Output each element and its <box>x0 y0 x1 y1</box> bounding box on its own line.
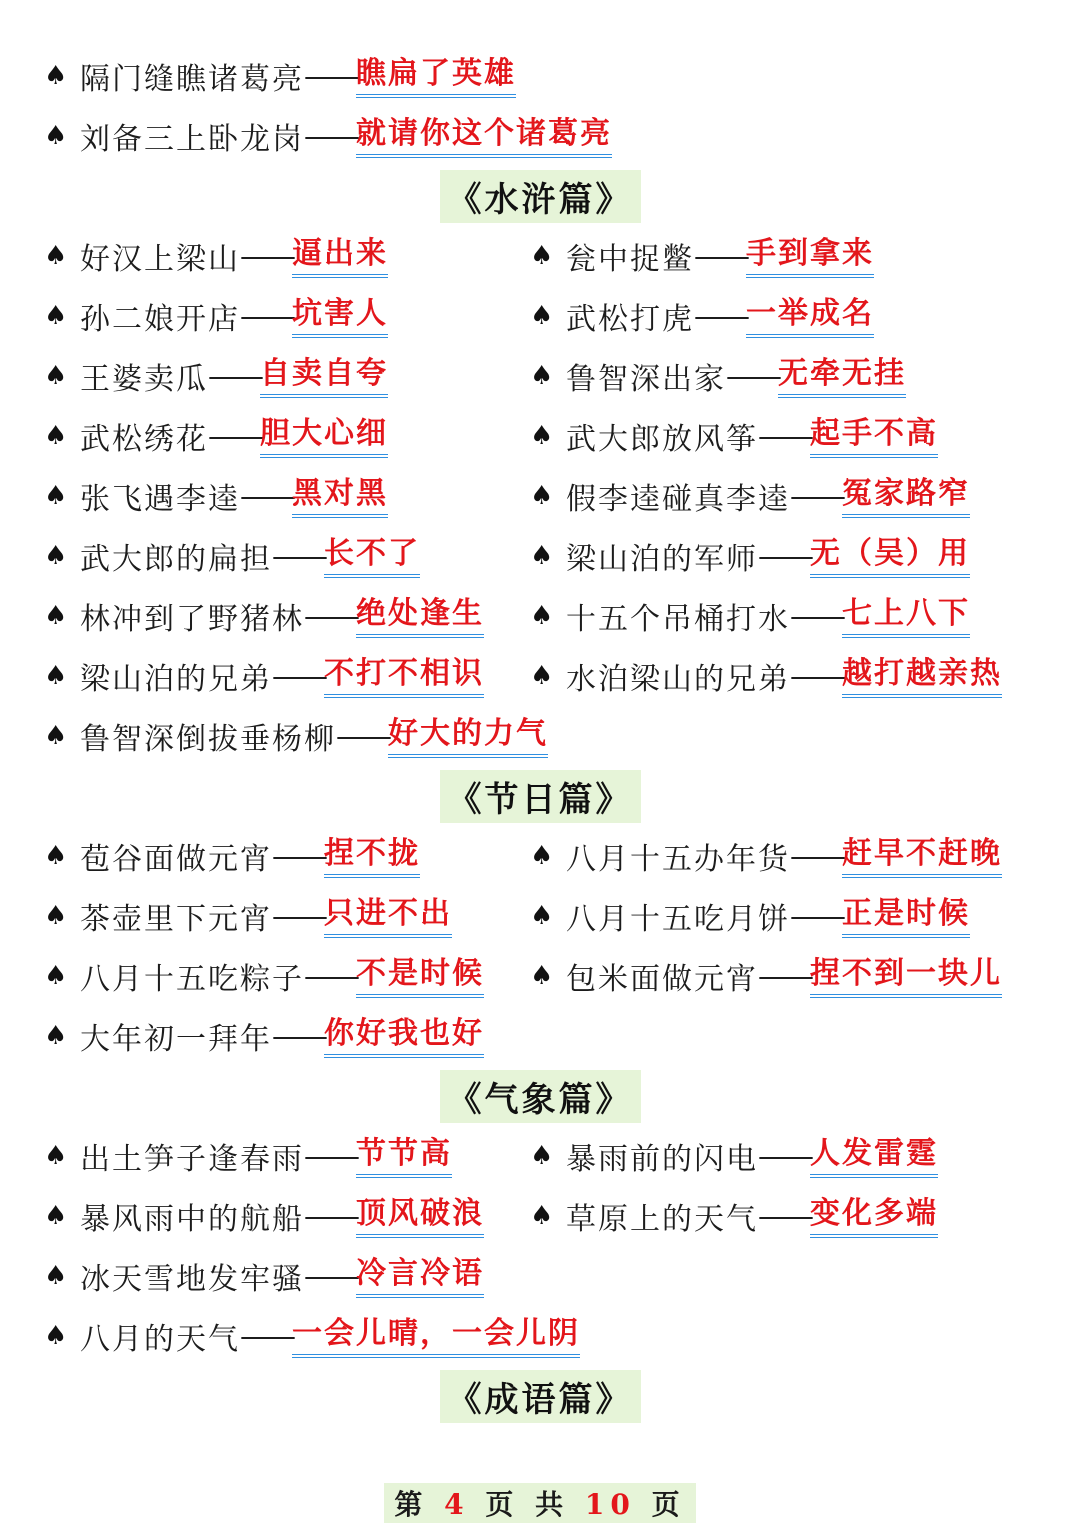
riddle-question: 草原上的天气 <box>566 1202 758 1237</box>
spade-icon: ♠ <box>530 901 554 931</box>
list-item <box>0 46 1080 106</box>
riddle-question: 八月十五吃月饼 <box>566 902 790 937</box>
current-page: 4 <box>444 1488 470 1521</box>
riddle-question: 八月十五吃粽子 <box>80 962 304 997</box>
riddle-answer: 无（吴）用 <box>810 535 970 578</box>
list-item <box>0 1126 1080 1186</box>
section-heading: 《气象篇》 <box>0 1066 1080 1126</box>
riddle-question: 鲁智深倒拔垂杨柳 <box>80 722 336 757</box>
spade-icon: ♠ <box>44 961 68 991</box>
dash: —— <box>336 718 388 754</box>
riddle-question: 十五个吊桶打水 <box>566 602 790 637</box>
riddle-answer: 七上八下 <box>842 595 970 638</box>
dash: —— <box>790 478 842 514</box>
riddle-question: 孙二娘开店 <box>80 302 240 337</box>
dash: —— <box>304 1198 356 1234</box>
list-item <box>0 946 1080 1006</box>
riddle-answer: 坑害人 <box>292 295 388 338</box>
riddle-answer: 正是时候 <box>842 895 970 938</box>
spade-icon: ♠ <box>530 421 554 451</box>
dash: —— <box>272 538 324 574</box>
dash: —— <box>758 1198 810 1234</box>
riddle-question: 瓮中捉鳖 <box>566 242 694 277</box>
section-heading: 《节日篇》 <box>0 766 1080 826</box>
riddle-answer: 你好我也好 <box>324 1015 484 1058</box>
dash: —— <box>272 838 324 874</box>
dash: —— <box>790 838 842 874</box>
riddle-question: 武松绣花 <box>80 422 208 457</box>
dash: —— <box>790 898 842 934</box>
spade-icon: ♠ <box>530 1201 554 1231</box>
spade-icon: ♠ <box>44 241 68 271</box>
riddle-answer: 赶早不赶晚 <box>842 835 1002 878</box>
section-heading: 《成语篇》 <box>0 1366 1080 1426</box>
dash: —— <box>758 418 810 454</box>
list-item <box>0 1006 1080 1066</box>
dash: —— <box>240 1318 292 1354</box>
spade-icon: ♠ <box>44 721 68 751</box>
riddle-question: 武松打虎 <box>566 302 694 337</box>
riddle-question: 梁山泊的军师 <box>566 542 758 577</box>
list-item <box>0 826 1080 886</box>
spade-icon: ♠ <box>44 421 68 451</box>
riddle-answer: 起手不高 <box>810 415 938 458</box>
riddle-answer: 捏不到一块儿 <box>810 955 1002 998</box>
spade-icon: ♠ <box>44 1321 68 1351</box>
riddle-answer: 就请你这个诸葛亮 <box>356 115 612 158</box>
page-number <box>0 1480 1080 1526</box>
riddle-answer: 瞧扁了英雄 <box>356 55 516 98</box>
riddle-answer: 绝处逢生 <box>356 595 484 638</box>
spade-icon: ♠ <box>44 1021 68 1051</box>
riddle-question: 刘备三上卧龙岗 <box>80 122 304 157</box>
riddle-question: 八月的天气 <box>80 1322 240 1357</box>
spade-icon: ♠ <box>44 901 68 931</box>
spade-icon: ♠ <box>530 241 554 271</box>
dash: —— <box>304 598 356 634</box>
dash: —— <box>758 958 810 994</box>
page-prefix: 第 <box>394 1488 429 1521</box>
riddle-question: 梁山泊的兄弟 <box>80 662 272 697</box>
dash: —— <box>272 898 324 934</box>
spade-icon: ♠ <box>44 841 68 871</box>
riddle-answer: 不是时候 <box>356 955 484 998</box>
riddle-answer: 好大的力气 <box>388 715 548 758</box>
riddle-question: 张飞遇李逵 <box>80 482 240 517</box>
riddle-question: 出土笋子逢春雨 <box>80 1142 304 1177</box>
riddle-answer: 手到拿来 <box>746 235 874 278</box>
riddle-answer: 无牵无挂 <box>778 355 906 398</box>
page-middle: 页 共 <box>485 1488 570 1521</box>
riddle-question: 大年初一拜年 <box>80 1022 272 1057</box>
riddle-answer: 不打不相识 <box>324 655 484 698</box>
riddle-answer: 只进不出 <box>324 895 452 938</box>
dash: —— <box>304 1138 356 1174</box>
riddle-question: 武大郎放风筝 <box>566 422 758 457</box>
dash: —— <box>304 1258 356 1294</box>
spade-icon: ♠ <box>530 301 554 331</box>
riddle-question: 好汉上梁山 <box>80 242 240 277</box>
spade-icon: ♠ <box>44 361 68 391</box>
spade-icon: ♠ <box>44 301 68 331</box>
dash: —— <box>790 658 842 694</box>
section-heading: 《水浒篇》 <box>0 166 1080 226</box>
riddle-question: 暴风雨中的航船 <box>80 1202 304 1237</box>
dash: —— <box>304 58 356 94</box>
spade-icon: ♠ <box>44 481 68 511</box>
riddle-question: 鲁智深出家 <box>566 362 726 397</box>
spade-icon: ♠ <box>44 121 68 151</box>
dash: —— <box>240 238 292 274</box>
spade-icon: ♠ <box>44 661 68 691</box>
spade-icon: ♠ <box>530 1141 554 1171</box>
riddle-answer: 变化多端 <box>810 1195 938 1238</box>
riddle-answer: 胆大心细 <box>260 415 388 458</box>
dash: —— <box>240 298 292 334</box>
list-item <box>0 1306 1080 1366</box>
list-item <box>0 526 1080 586</box>
riddle-question: 茶壶里下元宵 <box>80 902 272 937</box>
list-item <box>0 1246 1080 1306</box>
dash: —— <box>694 238 746 274</box>
riddle-answer: 一举成名 <box>746 295 874 338</box>
riddle-question: 林冲到了野猪林 <box>80 602 304 637</box>
dash: —— <box>790 598 842 634</box>
dash: —— <box>240 478 292 514</box>
spade-icon: ♠ <box>44 61 68 91</box>
list-item <box>0 106 1080 166</box>
riddle-question: 隔门缝瞧诸葛亮 <box>80 62 304 97</box>
list-item <box>0 586 1080 646</box>
list-item <box>0 646 1080 706</box>
spade-icon: ♠ <box>530 961 554 991</box>
spade-icon: ♠ <box>530 841 554 871</box>
page-suffix: 页 <box>651 1488 686 1521</box>
dash: —— <box>208 358 260 394</box>
riddle-question: 王婆卖瓜 <box>80 362 208 397</box>
riddle-answer: 自卖自夸 <box>260 355 388 398</box>
riddle-question: 冰天雪地发牢骚 <box>80 1262 304 1297</box>
list-item <box>0 886 1080 946</box>
spade-icon: ♠ <box>44 1261 68 1291</box>
spade-icon: ♠ <box>44 601 68 631</box>
riddle-answer: 冷言冷语 <box>356 1255 484 1298</box>
dash: —— <box>758 538 810 574</box>
riddle-answer: 节节高 <box>356 1135 452 1178</box>
dash: —— <box>272 658 324 694</box>
dash: —— <box>208 418 260 454</box>
spade-icon: ♠ <box>530 361 554 391</box>
list-item <box>0 226 1080 286</box>
dash: —— <box>304 118 356 154</box>
riddle-question: 暴雨前的闪电 <box>566 1142 758 1177</box>
spade-icon: ♠ <box>530 601 554 631</box>
riddle-answer: 长不了 <box>324 535 420 578</box>
dash: —— <box>304 958 356 994</box>
list-item <box>0 466 1080 526</box>
spade-icon: ♠ <box>44 1201 68 1231</box>
list-item <box>0 346 1080 406</box>
dash: —— <box>758 1138 810 1174</box>
riddle-answer: 逼出来 <box>292 235 388 278</box>
list-item <box>0 1186 1080 1246</box>
dash: —— <box>694 298 746 334</box>
riddle-answer: 捏不拢 <box>324 835 420 878</box>
spade-icon: ♠ <box>44 541 68 571</box>
riddle-question: 武大郎的扁担 <box>80 542 272 577</box>
riddle-question: 苞谷面做元宵 <box>80 842 272 877</box>
riddle-answer: 越打越亲热 <box>842 655 1002 698</box>
spade-icon: ♠ <box>44 1141 68 1171</box>
spade-icon: ♠ <box>530 661 554 691</box>
riddle-question: 八月十五办年货 <box>566 842 790 877</box>
riddle-answer: 冤家路窄 <box>842 475 970 518</box>
riddle-question: 包米面做元宵 <box>566 962 758 997</box>
dash: —— <box>272 1018 324 1054</box>
list-item <box>0 406 1080 466</box>
riddle-question: 假李逵碰真李逵 <box>566 482 790 517</box>
list-item <box>0 286 1080 346</box>
list-item <box>0 706 1080 766</box>
riddle-answer: 顶风破浪 <box>356 1195 484 1238</box>
total-pages: 10 <box>584 1488 636 1521</box>
riddle-answer: 黑对黑 <box>292 475 388 518</box>
spade-icon: ♠ <box>530 481 554 511</box>
riddle-answer: 人发雷霆 <box>810 1135 938 1178</box>
riddle-question: 水泊梁山的兄弟 <box>566 662 790 697</box>
dash: —— <box>726 358 778 394</box>
riddle-answer: 一会儿晴，一会儿阴 <box>292 1315 580 1358</box>
spade-icon: ♠ <box>530 541 554 571</box>
